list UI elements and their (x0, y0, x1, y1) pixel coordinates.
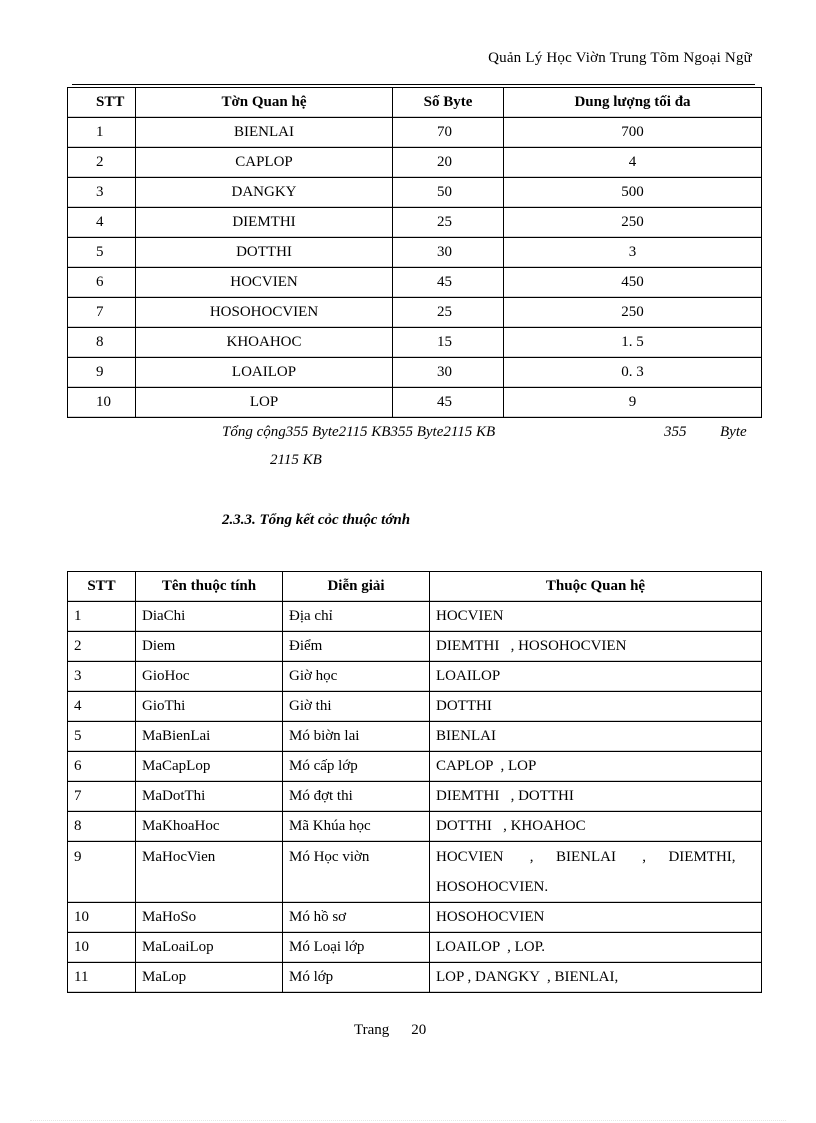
cell-stt: 7 (68, 782, 136, 812)
total-summary-line: Tổng cộng355 Byte2115 KB355 Byte2115 KB (222, 424, 496, 440)
cell-stt: 6 (68, 268, 136, 298)
table-row (68, 118, 762, 148)
cell-bytes: 15 (393, 328, 504, 358)
cell-relation: KHOAHOC (136, 328, 393, 358)
table-row (68, 963, 762, 993)
cell-stt: 10 (68, 933, 136, 963)
table-row (68, 388, 762, 418)
cell-attribute: GioThi (136, 692, 283, 722)
cell-stt: 10 (68, 903, 136, 933)
cell-bytes: 20 (393, 148, 504, 178)
table-row (68, 752, 762, 782)
cell-relations (430, 842, 762, 903)
cell-attribute: MaDotThi (136, 782, 283, 812)
cell-description: Mó đợt thi (283, 782, 430, 812)
page-bottom-dotted-rule (30, 1120, 786, 1121)
cell-relations: CAPLOP , LOP (430, 752, 762, 782)
col-header-relations: Thuộc Quan hệ (430, 572, 762, 602)
cell-relation: LOP (136, 388, 393, 418)
cell-description: Giờ thi (283, 692, 430, 722)
cell-attribute: MaCapLop (136, 752, 283, 782)
cell-stt: 5 (68, 722, 136, 752)
table-row (68, 178, 762, 208)
total-bytes-value: 355 (664, 424, 687, 440)
cell-bytes: 25 (393, 208, 504, 238)
cell-stt: 2 (68, 632, 136, 662)
table-row (68, 602, 762, 632)
cell-attribute: GioHoc (136, 662, 283, 692)
table-row (68, 842, 762, 903)
cell-attribute: MaLop (136, 963, 283, 993)
cell-relations: BIENLAI (430, 722, 762, 752)
cell-relation: DIEMTHI (136, 208, 393, 238)
table-row (68, 268, 762, 298)
col-header-description: Diễn giải (283, 572, 430, 602)
cell-relation: BIENLAI (136, 118, 393, 148)
col-header-attribute-name: Tên thuộc tính (136, 572, 283, 602)
col-header-stt: STT (68, 572, 136, 602)
cell-relations: HOCVIEN (430, 602, 762, 632)
cell-description: Mó biờn lai (283, 722, 430, 752)
footer-label: Trang (354, 1022, 390, 1038)
cell-max: 4 (504, 148, 762, 178)
cell-stt: 4 (68, 692, 136, 722)
col-header-byte-count: Số Byte (393, 88, 504, 118)
cell-description: Mã Khúa học (283, 812, 430, 842)
cell-max: 250 (504, 208, 762, 238)
table-header-row (68, 572, 762, 602)
cell-description: Mó lớp (283, 963, 430, 993)
cell-description: Mó hồ sơ (283, 903, 430, 933)
cell-relations: LOAILOP (430, 662, 762, 692)
cell-bytes: 45 (393, 268, 504, 298)
table-row (68, 933, 762, 963)
cell-max: 700 (504, 118, 762, 148)
cell-stt: 2 (68, 148, 136, 178)
cell-stt: 1 (68, 118, 136, 148)
cell-relations: HOSOHOCVIEN (430, 903, 762, 933)
cell-attribute: MaHoSo (136, 903, 283, 933)
cell-relations-line-1: HOCVIEN , BIENLAI , DIEMTHI, (436, 849, 736, 865)
cell-stt: 5 (68, 238, 136, 268)
cell-bytes: 70 (393, 118, 504, 148)
cell-attribute: MaHocVien (136, 842, 283, 903)
table-row (68, 208, 762, 238)
page-footer (354, 1022, 426, 1039)
table-header-row (68, 88, 762, 118)
page-number: 20 (411, 1022, 427, 1038)
cell-stt: 8 (68, 812, 136, 842)
cell-bytes: 50 (393, 178, 504, 208)
cell-stt: 9 (68, 842, 136, 903)
cell-max: 250 (504, 298, 762, 328)
cell-description: Điểm (283, 632, 430, 662)
cell-relations: DIEMTHI , DOTTHI (430, 782, 762, 812)
cell-attribute: MaLoaiLop (136, 933, 283, 963)
cell-relations: DIEMTHI , HOSOHOCVIEN (430, 632, 762, 662)
cell-relations: LOAILOP , LOP. (430, 933, 762, 963)
table-row (68, 632, 762, 662)
cell-description: Mó cấp lớp (283, 752, 430, 782)
table-row (68, 903, 762, 933)
cell-bytes: 30 (393, 358, 504, 388)
table-row (68, 812, 762, 842)
cell-attribute: DiaChi (136, 602, 283, 632)
cell-stt: 3 (68, 178, 136, 208)
page-header-title: Quản Lý Học Viờn Trung Tõm Ngoại Ngữ (488, 50, 752, 66)
cell-max: 0. 3 (504, 358, 762, 388)
section-heading: 2.3.3. Tổng kết cỏc thuộc tớnh (222, 512, 411, 528)
cell-relation: DOTTHI (136, 238, 393, 268)
cell-stt: 1 (68, 602, 136, 632)
cell-stt: 3 (68, 662, 136, 692)
cell-attribute: MaBienLai (136, 722, 283, 752)
cell-relation: CAPLOP (136, 148, 393, 178)
table-row (68, 238, 762, 268)
cell-bytes: 30 (393, 238, 504, 268)
cell-max: 9 (504, 388, 762, 418)
col-header-stt: STT (68, 88, 136, 118)
total-bytes-unit: Byte (720, 424, 747, 440)
relations-table (67, 87, 762, 418)
cell-stt: 9 (68, 358, 136, 388)
cell-relation: HOCVIEN (136, 268, 393, 298)
table-row (68, 298, 762, 328)
table-row (68, 328, 762, 358)
cell-relations: LOP , DANGKY , BIENLAI, (430, 963, 762, 993)
table-row (68, 692, 762, 722)
cell-attribute: Diem (136, 632, 283, 662)
col-header-relation-name: Tờn Quan hệ (136, 88, 393, 118)
cell-description: Giờ học (283, 662, 430, 692)
cell-relations-line-2: HOSOHOCVIEN. (436, 879, 549, 895)
total-kb: 2115 KB (270, 452, 322, 468)
cell-bytes: 45 (393, 388, 504, 418)
cell-relations: DOTTHI (430, 692, 762, 722)
cell-stt: 10 (68, 388, 136, 418)
cell-description: Mó Học viờn (283, 842, 430, 903)
cell-relations: DOTTHI , KHOAHOC (430, 812, 762, 842)
cell-max: 500 (504, 178, 762, 208)
cell-max: 1. 5 (504, 328, 762, 358)
cell-stt: 4 (68, 208, 136, 238)
cell-relation: DANGKY (136, 178, 393, 208)
cell-stt: 8 (68, 328, 136, 358)
cell-stt: 7 (68, 298, 136, 328)
cell-description: Địa chỉ (283, 602, 430, 632)
cell-description: Mó Loại lớp (283, 933, 430, 963)
cell-max: 450 (504, 268, 762, 298)
table-row (68, 148, 762, 178)
col-header-max-size: Dung lượng tối đa (504, 88, 762, 118)
table-row (68, 358, 762, 388)
cell-relation: LOAILOP (136, 358, 393, 388)
header-rule (72, 84, 755, 85)
table-row (68, 662, 762, 692)
cell-bytes: 25 (393, 298, 504, 328)
cell-attribute: MaKhoaHoc (136, 812, 283, 842)
cell-stt: 6 (68, 752, 136, 782)
cell-relation: HOSOHOCVIEN (136, 298, 393, 328)
table-row (68, 782, 762, 812)
cell-stt: 11 (68, 963, 136, 993)
table-row (68, 722, 762, 752)
attributes-table (67, 571, 762, 993)
cell-max: 3 (504, 238, 762, 268)
